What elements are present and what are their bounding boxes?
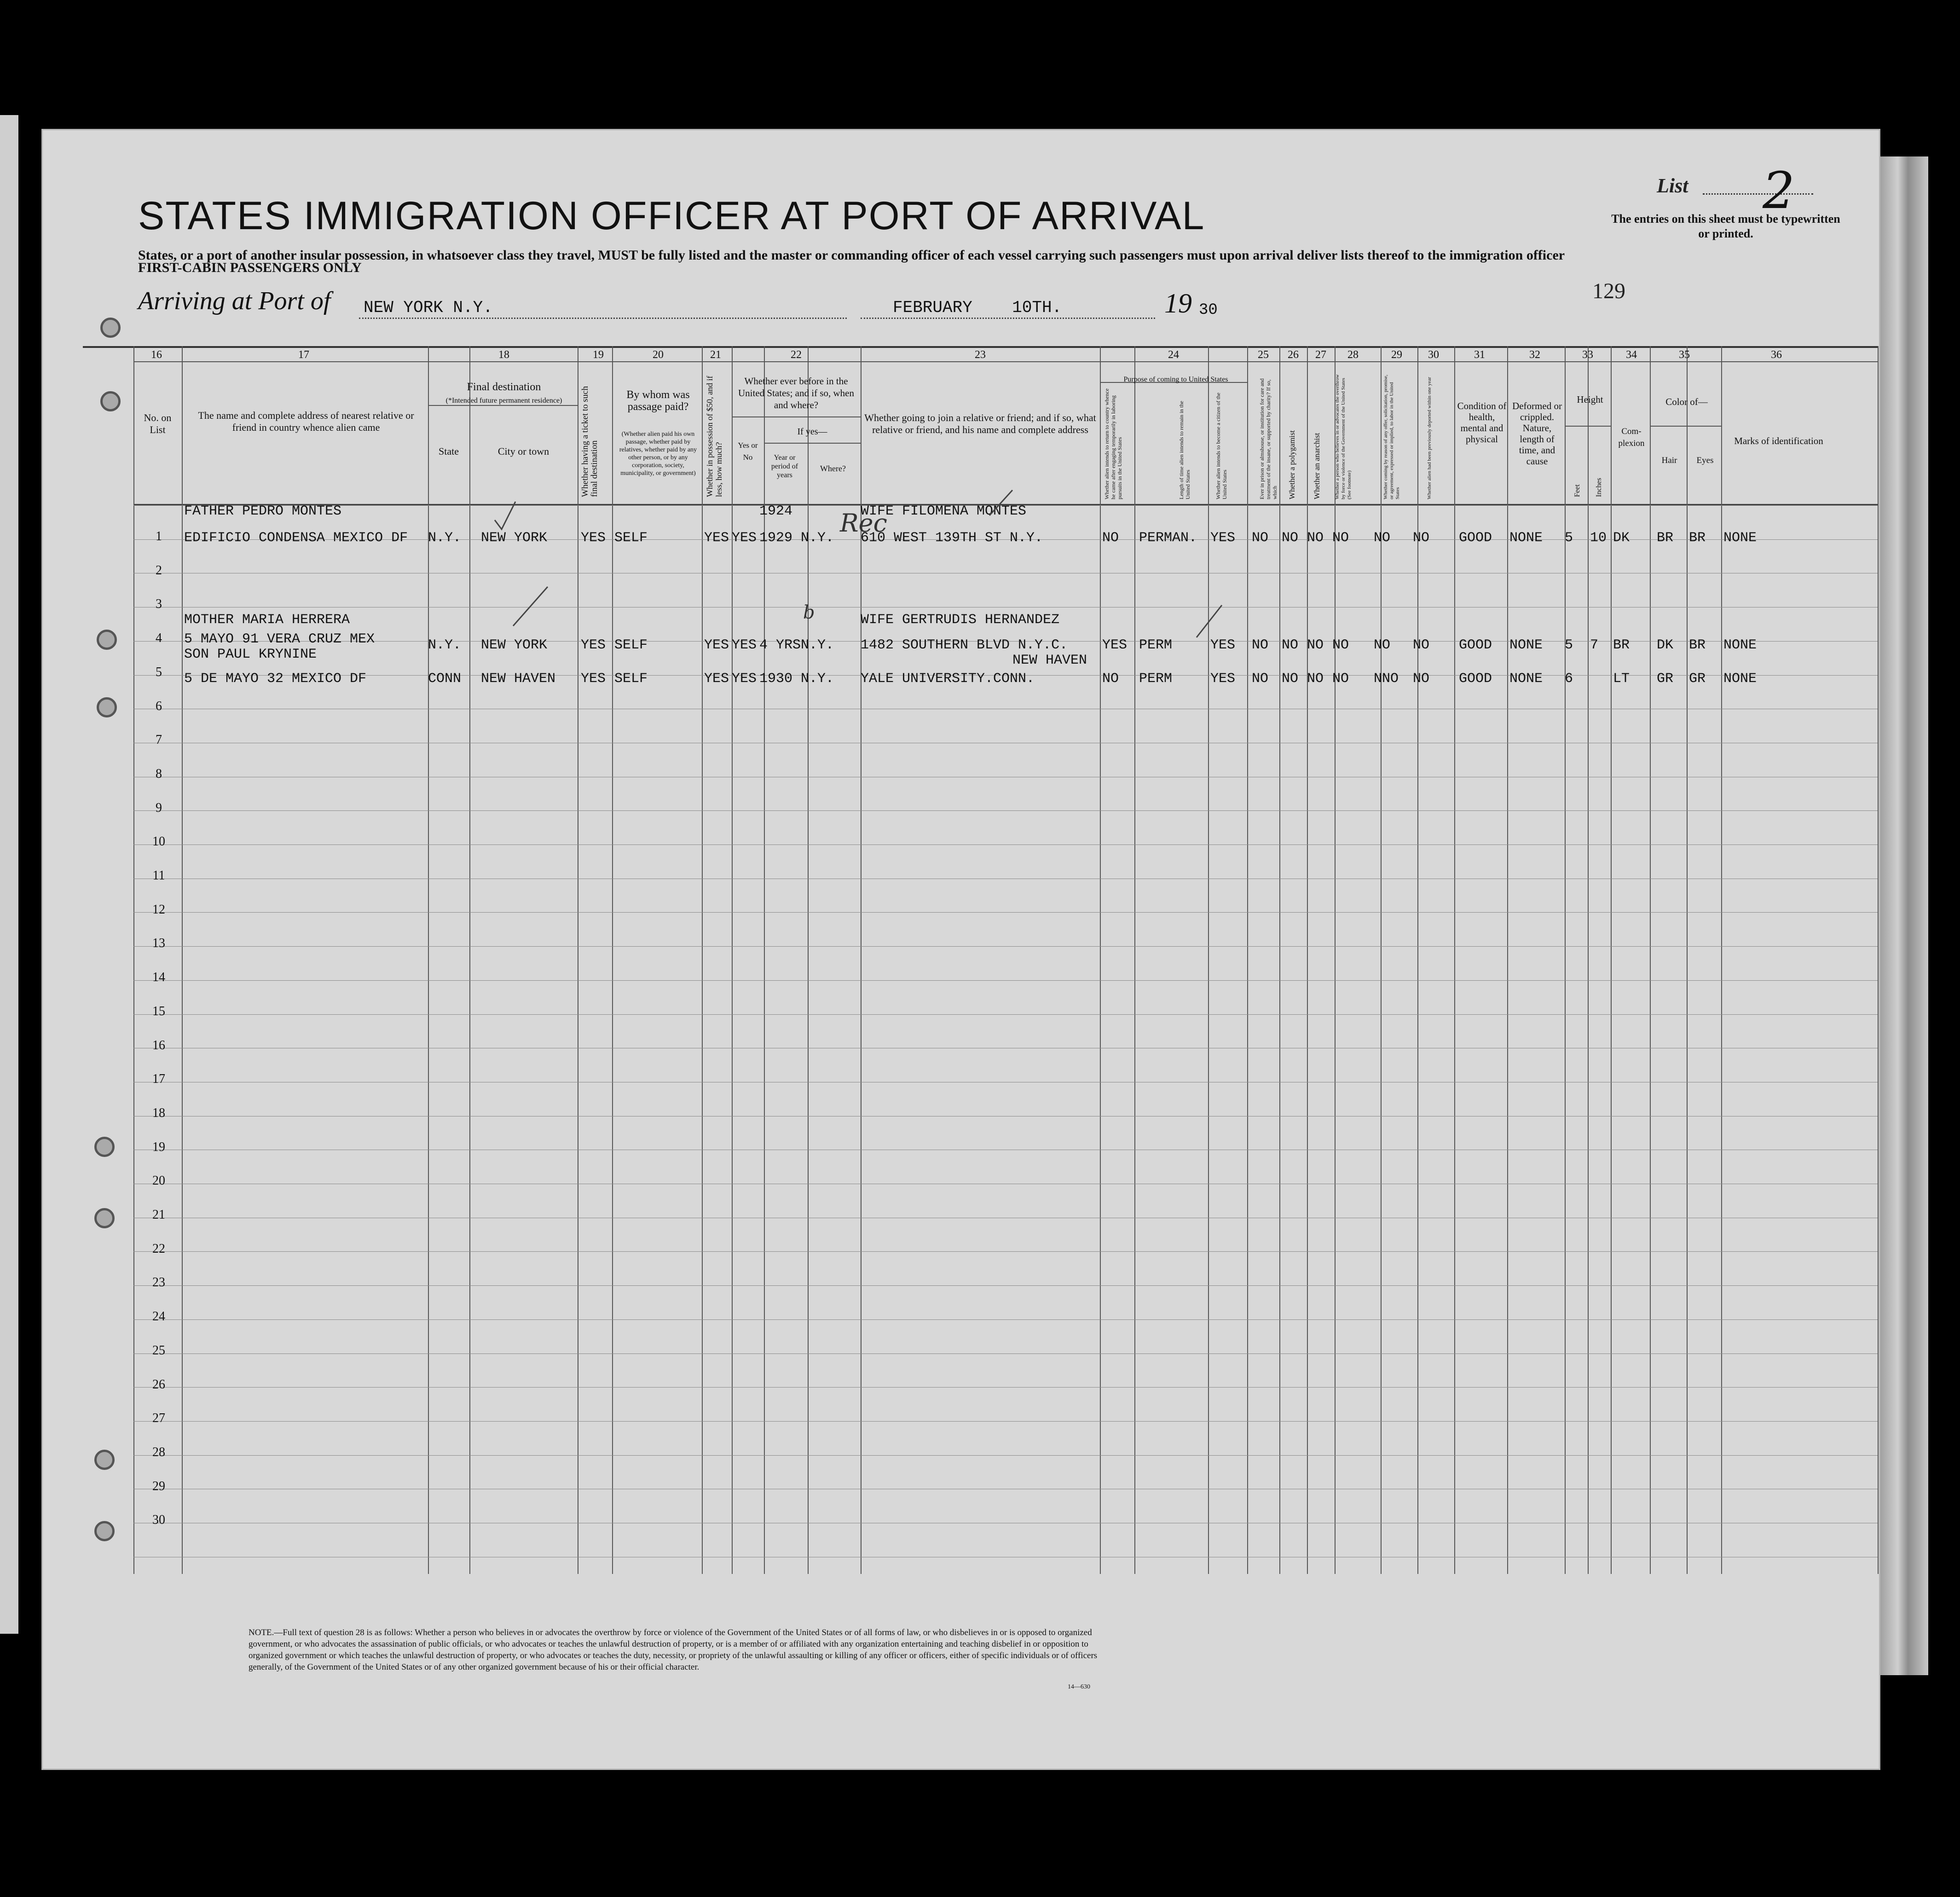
entry-feet: 5 <box>1565 530 1573 546</box>
row-number: 12 <box>152 902 165 917</box>
entry-join-line2: 1482 SOUTHERN BLVD N.Y.C. <box>861 637 1068 653</box>
entry-before-yes: YES <box>732 530 757 546</box>
column-number: 36 <box>1771 349 1782 361</box>
row-rule <box>133 1421 1878 1422</box>
list-number: 2 <box>1763 161 1795 220</box>
left-page-edge <box>0 115 18 1634</box>
column-rule <box>1454 346 1455 1574</box>
column-rule <box>1134 346 1135 1574</box>
row-number: 6 <box>156 699 162 713</box>
row-number: 25 <box>152 1343 165 1358</box>
binder-hole <box>94 1521 115 1541</box>
entry-marks: NONE <box>1723 671 1757 687</box>
entry-length: PERM <box>1139 637 1173 653</box>
header-no-on-list: No. on List <box>144 412 172 435</box>
column-number: 22 <box>791 349 802 361</box>
subheader-rule <box>732 416 861 417</box>
entry-eyes: GR <box>1689 671 1706 687</box>
row-number: 29 <box>152 1479 165 1493</box>
entry-anarchist: NO <box>1307 671 1324 687</box>
entry-relative-line1: SON PAUL KRYNINE <box>184 647 317 662</box>
row-rule <box>133 1285 1878 1286</box>
list-label: List <box>1657 174 1688 197</box>
binder-hole <box>94 1137 115 1157</box>
entry-feet: 6 <box>1565 671 1573 687</box>
column-number: 31 <box>1474 349 1485 361</box>
handwritten-mark: Rec <box>840 509 887 538</box>
entry-city: NEW YORK <box>481 530 548 546</box>
column-rule <box>1588 346 1589 1574</box>
column-rule <box>1687 346 1688 1574</box>
arriving-label: Arriving at Port of <box>138 287 331 315</box>
entry-citizen: YES <box>1210 530 1236 546</box>
entry-hair: DK <box>1657 637 1674 653</box>
entry-citizen: YES <box>1210 671 1236 687</box>
row-number: 27 <box>152 1411 165 1426</box>
header-hair: Hair <box>1661 456 1677 465</box>
page-title: STATES IMMIGRATION OFFICER AT PORT OF ARRIVAL <box>138 194 1205 238</box>
row-number: 1 <box>156 529 162 544</box>
column-number: 20 <box>653 349 664 361</box>
row-number: 13 <box>152 936 165 951</box>
entry-join-line2: YALE UNIVERSITY.CONN. <box>861 671 1035 687</box>
row-number: 30 <box>152 1513 165 1527</box>
column-number-rule <box>133 361 1878 362</box>
entry-year-line2: 1929 <box>759 530 793 546</box>
column-number: 34 <box>1626 349 1637 361</box>
entry-contract: NO <box>1374 530 1391 546</box>
entry-contract: NNO <box>1374 671 1399 687</box>
binder-hole <box>94 1208 115 1228</box>
header-prison: Ever in prison or almshouse, or institution for care and treatment of the insane, or supported by charity? If so, which <box>1259 378 1278 499</box>
entry-relative-line1: MOTHER MARIA HERRERA <box>184 612 350 628</box>
entry-prison: NO <box>1252 637 1269 653</box>
header-height: Height <box>1577 394 1603 405</box>
row-rule <box>133 844 1878 845</box>
column-rule <box>1208 346 1209 1574</box>
binder-hole <box>97 630 117 650</box>
column-rule <box>702 346 703 1574</box>
column-rule <box>469 346 470 1574</box>
row-number: 24 <box>152 1309 165 1324</box>
entry-overthrow: NO <box>1332 530 1349 546</box>
entry-deformed: NONE <box>1509 530 1543 546</box>
entry-ticket: YES <box>581 637 606 653</box>
entry-ticket: YES <box>581 530 606 546</box>
entry-fifty: YES <box>704 637 729 653</box>
subheader-rule <box>1650 426 1721 427</box>
header-feet: Feet <box>1573 484 1581 497</box>
row-rule <box>133 810 1878 811</box>
entry-marks: NONE <box>1723 637 1757 653</box>
column-number: 32 <box>1529 349 1540 361</box>
port-line <box>359 318 847 319</box>
row-number: 14 <box>152 970 165 985</box>
handwritten-mark: b <box>803 602 815 623</box>
entry-inches: 10 <box>1590 530 1607 546</box>
entry-before-yes: YES <box>732 671 757 687</box>
entry-before-yes: YES <box>732 637 757 653</box>
header-marks: Marks of identification <box>1734 435 1823 446</box>
entry-citizen: YES <box>1210 637 1236 653</box>
year-suffix: 30 <box>1199 301 1218 319</box>
row-rule <box>133 980 1878 981</box>
row-number: 16 <box>152 1038 165 1053</box>
entry-complexion: BR <box>1613 637 1630 653</box>
header-eyes: Eyes <box>1696 456 1714 465</box>
header-inches: Inches <box>1595 478 1603 497</box>
entry-complexion: LT <box>1613 671 1630 687</box>
header-citizen-intent: Whether alien intends to become a citizen of the United States <box>1215 393 1228 499</box>
row-rule <box>133 1353 1878 1354</box>
row-number: 11 <box>152 868 165 883</box>
row-number: 15 <box>152 1004 165 1018</box>
column-number: 23 <box>975 349 986 361</box>
binder-hole <box>100 318 121 338</box>
entry-contract: NO <box>1374 637 1391 653</box>
row-number: 7 <box>156 733 162 747</box>
entry-paid-by: SELF <box>614 530 648 546</box>
entry-complexion: DK <box>1613 530 1630 546</box>
entry-hair: BR <box>1657 530 1674 546</box>
row-number: 17 <box>152 1072 165 1087</box>
header-deported: Whether alien had been previously deported within one year <box>1427 377 1432 499</box>
arrival-date: FEBRUARY 10TH. <box>893 298 1062 317</box>
entry-deported: NO <box>1413 671 1430 687</box>
entry-length: PERM <box>1139 671 1173 687</box>
entry-feet: 5 <box>1565 637 1573 653</box>
header-ticket: Whether having a ticket to such final destination <box>580 386 599 497</box>
entry-fifty: YES <box>704 530 729 546</box>
row-number: 19 <box>152 1139 165 1154</box>
header-complexion: Com-plexion <box>1618 427 1645 448</box>
entry-overthrow: NO <box>1332 671 1349 687</box>
form-code: 14—630 <box>1068 1683 1090 1690</box>
header-polygamist: Whether a polygamist <box>1288 430 1296 499</box>
footnote: NOTE.—Full text of question 28 is as follows: Whether a person who believes in or advocates the overthrow by force or violence of the Government of the United States or of all forms of law, or who disbelieves in or is opposed to organized government, or who advocates the assassination of public officials, or who advocates or teaches the unlawful destruction of property, or is a member of or affiliated with any organization entertaining and teaching disbelief in or opposition to organized government or which teaches the unlawful destruction of property, or who advocates or teaches the duty, necessity, or propriety of the unlawful assaulting or killing of any officer or officers, either of specific individuals or of officers generally, of the Government of the United States or of any other organized government because of his or their official character. <box>249 1628 1098 1672</box>
subheader-rule <box>764 443 861 444</box>
entry-polygamist: NO <box>1282 530 1299 546</box>
entry-year-line2: 4 YRS <box>759 637 801 653</box>
entry-hair: GR <box>1657 671 1674 687</box>
row-rule <box>133 1319 1878 1320</box>
column-rule <box>612 346 613 1574</box>
entry-purpose: YES <box>1102 637 1127 653</box>
entry-year-line2: 1930 <box>759 671 793 687</box>
header-return-intent: Whether alien intends to return to country whence he came after engaging temporarily in laboring pursuits in the United States <box>1104 388 1123 499</box>
entry-join-line2: 610 WEST 139TH ST N.Y. <box>861 530 1043 546</box>
entry-relative-line2: EDIFICIO CONDENSA MEXICO DF <box>184 530 408 546</box>
column-number: 25 <box>1258 349 1269 361</box>
header-city: City or town <box>497 445 549 457</box>
table-top-rule <box>83 346 1878 348</box>
entry-ticket: YES <box>581 671 606 687</box>
list-line <box>1703 193 1813 195</box>
header-fifty-dollars: Whether in possession of $50, and if less, how much? <box>705 376 723 497</box>
column-rule <box>1279 346 1280 1574</box>
row-number: 26 <box>152 1377 165 1392</box>
column-rule <box>1247 346 1248 1574</box>
column-number: 16 <box>151 349 162 361</box>
entry-length: PERMAN. <box>1139 530 1197 546</box>
entry-health: GOOD <box>1459 671 1492 687</box>
column-rule <box>1650 346 1651 1574</box>
column-number: 18 <box>498 349 509 361</box>
row-number: 20 <box>152 1174 165 1188</box>
row-rule <box>133 1387 1878 1388</box>
row-number: 18 <box>152 1105 165 1120</box>
entry-relative-line2: 5 MAYO 91 VERA CRUZ MEX <box>184 631 375 647</box>
row-rule <box>133 912 1878 913</box>
row-rule <box>133 1455 1878 1456</box>
binder-hole <box>97 697 117 717</box>
header-purpose: Purpose of coming to United States <box>1123 376 1228 383</box>
row-number: 3 <box>156 597 162 612</box>
entry-deported: NO <box>1413 530 1430 546</box>
entry-year-line1: 1924 <box>759 503 793 519</box>
entry-relative-line1: FATHER PEDRO MONTES <box>184 503 342 519</box>
entry-state: CONN <box>428 671 462 687</box>
header-year: Year or period of years <box>771 454 798 479</box>
subheader-rule <box>1565 426 1611 427</box>
entry-polygamist: NO <box>1282 671 1299 687</box>
column-number: 26 <box>1288 349 1299 361</box>
column-number: 28 <box>1347 349 1359 361</box>
page-subtitle: States, or a port of another insular possession, in whatsoever class they travel, MUST be fully listed and the master or commanding officer of each vessel carrying such passengers must upon arrival deliver lists thereof to the immigration officer <box>138 248 1565 263</box>
entry-anarchist: NO <box>1307 637 1324 653</box>
entry-where: N.Y. <box>801 637 834 653</box>
entry-health: GOOD <box>1459 637 1492 653</box>
row-number: 2 <box>156 563 162 578</box>
row-rule <box>133 946 1878 947</box>
entry-marks: NONE <box>1723 530 1757 546</box>
column-number: 35 <box>1679 349 1690 361</box>
entry-paid-by: SELF <box>614 671 648 687</box>
entry-prison: NO <box>1252 530 1269 546</box>
column-rule <box>1721 346 1722 1574</box>
entry-state: N.Y. <box>428 637 462 653</box>
entry-join-line1: WIFE FILOMENA MONTES <box>861 503 1027 519</box>
row-number: 5 <box>156 665 162 679</box>
entry-prison: NO <box>1252 671 1269 687</box>
header-anarchist: Whether an anarchist <box>1312 433 1321 499</box>
row-number: 4 <box>156 631 162 646</box>
header-state: State <box>439 445 459 457</box>
column-number: 24 <box>1168 349 1179 361</box>
entry-polygamist: NO <box>1282 637 1299 653</box>
class-note: FIRST-CABIN PASSENGERS ONLY <box>138 260 362 275</box>
header-yes-no: Yes or No <box>738 441 758 462</box>
column-rule <box>1878 346 1879 1574</box>
entry-state: N.Y. <box>428 530 462 546</box>
entry-relative-line2: 5 DE MAYO 32 MEXICO DF <box>184 671 367 687</box>
entry-deported: NO <box>1413 637 1430 653</box>
entry-deformed: NONE <box>1509 671 1543 687</box>
entry-where: N.Y. <box>801 671 834 687</box>
header-where: Where? <box>820 464 846 473</box>
column-number: 33 <box>1582 349 1593 361</box>
header-length-of-stay: Length of time alien intends to remain in the United States <box>1178 401 1191 499</box>
column-number: 29 <box>1391 349 1402 361</box>
entry-purpose: NO <box>1102 671 1119 687</box>
header-joining-relative: Whether going to join a relative or friend; and if so, what relative or friend, and his name and complete address <box>864 412 1096 435</box>
header-deformed: Deformed or crippled. Nature, length of time, and cause <box>1512 400 1562 467</box>
column-rule <box>1507 346 1508 1574</box>
entry-join-line1: NEW HAVEN <box>1012 653 1087 668</box>
binder-hole <box>94 1450 115 1470</box>
entry-where: N.Y. <box>801 530 834 546</box>
row-number: 22 <box>152 1241 165 1256</box>
row-number: 23 <box>152 1275 165 1290</box>
entry-inches: 7 <box>1590 637 1599 653</box>
header-before-in-us: Whether ever before in the United States; and if so, when and where? <box>738 376 854 411</box>
column-number: 21 <box>710 349 721 361</box>
manifest-sheet <box>41 129 1880 1770</box>
binder-hole <box>100 391 121 411</box>
row-number: 28 <box>152 1445 165 1459</box>
entry-overthrow: NO <box>1332 637 1349 653</box>
entry-eyes: BR <box>1689 530 1706 546</box>
header-passage-paid-note: (Whether alien paid his own passage, whether paid by relatives, whether paid by any other person, or by any corporation, society, municipality, or government) <box>619 431 697 477</box>
header-contract-labor: Whether coming by reason of any offer, solicitation, promise, or agreement, expressed or implied, to labor in the United States <box>1383 375 1400 499</box>
row-rule <box>133 1014 1878 1015</box>
typewriter-note: The entries on this sheet must be typewritten or printed. <box>1611 212 1840 240</box>
entry-purpose: NO <box>1102 530 1119 546</box>
header-overthrow: Whether a person who believes in or advocates the overthrow by force or violence of the Government of the United States (See footnote) <box>1335 374 1352 499</box>
header-health: Condition of health, mental and physical <box>1457 400 1507 445</box>
entry-city: NEW HAVEN <box>481 671 556 687</box>
header-passage-paid: By whom was passage paid? <box>626 389 690 413</box>
arrival-port: NEW YORK N.Y. <box>364 298 493 317</box>
row-number: 8 <box>156 766 162 781</box>
entry-deformed: NONE <box>1509 637 1543 653</box>
column-number: 27 <box>1315 349 1326 361</box>
entry-eyes: BR <box>1689 637 1706 653</box>
header-final-destination-note: (*Intended future permanent residence) <box>445 397 562 405</box>
entry-city: NEW YORK <box>481 637 548 653</box>
row-number: 10 <box>152 834 165 849</box>
entry-fifty: YES <box>704 671 729 687</box>
date-line <box>861 318 1155 319</box>
row-rule <box>133 1251 1878 1252</box>
header-if-yes: If yes— <box>797 427 827 437</box>
column-number: 30 <box>1428 349 1439 361</box>
column-number: 19 <box>593 349 604 361</box>
right-page-stack <box>1878 156 1928 1675</box>
row-number: 9 <box>156 800 162 815</box>
column-rule <box>1100 346 1101 1574</box>
entry-health: GOOD <box>1459 530 1492 546</box>
column-rule <box>1611 346 1612 1574</box>
header-color-of: Color of— <box>1665 396 1708 407</box>
sheet-number: 129 <box>1592 279 1625 303</box>
header-final-destination: Final destination <box>467 381 541 393</box>
entry-anarchist: NO <box>1307 530 1324 546</box>
entry-join-line1: WIFE GERTRUDIS HERNANDEZ <box>861 612 1060 628</box>
entry-paid-by: SELF <box>614 637 648 653</box>
column-number: 17 <box>298 349 309 361</box>
year-prefix: 19 <box>1164 288 1192 318</box>
row-number: 21 <box>152 1208 165 1222</box>
header-relative-address: The name and complete address of nearest relative or friend in country whence alien came <box>198 410 414 433</box>
